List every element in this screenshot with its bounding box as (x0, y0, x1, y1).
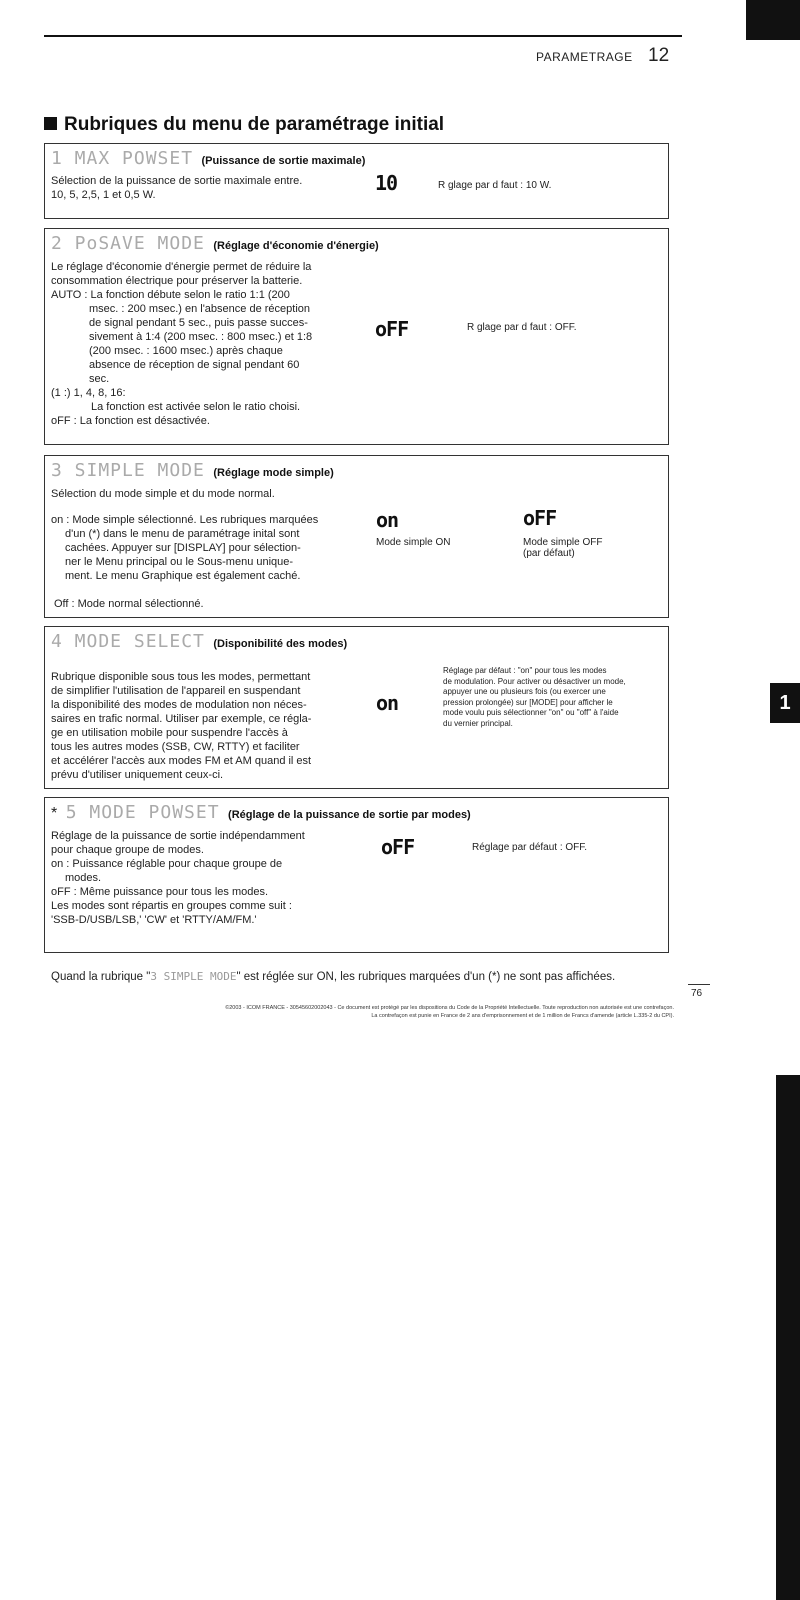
header-section: PARAMETRAGE (536, 50, 633, 64)
page-edge-marker-top (746, 0, 800, 40)
item-heading (51, 233, 379, 254)
item-subtitle: (Réglage de la puissance de sortie par modes) (228, 809, 471, 821)
segment-display: oFF (381, 835, 415, 859)
page-title (44, 114, 444, 136)
simple-mode-hidden-marker: * (51, 805, 58, 822)
label-off: Mode simple OFF (par défaut) (523, 537, 603, 559)
segment-display-on: on (376, 508, 399, 532)
default-note: R glage par d faut : OFF. (467, 322, 577, 333)
page-number-rule (688, 984, 710, 985)
menu-item-mode-select (44, 626, 669, 789)
item-description: Sélection de la puissance de sortie maximale entre. 10, 5, 2,5, 1 et 0,5 W. (51, 175, 303, 201)
item-subtitle: (Réglage d'économie d'énergie) (213, 240, 379, 252)
off-line: Off : Mode normal sélectionné. (54, 598, 204, 610)
page-number: 76 (691, 988, 703, 999)
menu-item-simple-mode (44, 455, 669, 618)
lcd-label: 4 MODE SELECT (51, 631, 205, 652)
segment-display-off: oFF (523, 506, 557, 530)
segment-display: 10 (375, 171, 398, 195)
menu-item-mode-power (44, 797, 669, 953)
footnote-lcd-label: 3 SIMPLE MODE (150, 970, 237, 983)
header-page-number: 12 (648, 45, 670, 66)
item-subtitle: (Puissance de sortie maximale) (201, 155, 366, 167)
default-note: Réglage par défaut : OFF. (472, 842, 588, 853)
item-heading (51, 631, 347, 652)
page-edge-marker-bottom (776, 1075, 800, 1600)
footnote: Quand la rubrique "3 SIMPLE MODE" est réglée sur ON, les rubriques marquées d'un (*) ne sont pas affichées. (51, 970, 616, 983)
menu-item-power-save (44, 228, 669, 445)
default-note: Réglage par défaut : "on" pour tous les modes de modulation. Pour activer ou désactiver un mode, appuyer une ou plusieurs fois (ou exercer une pression prolongée) sur [MODE] pour afficher le mode voulu puis sélectionner "on" ou "off" à l'aide du vernier principal. (443, 666, 626, 728)
label-on: Mode simple ON (376, 537, 451, 548)
item-intro: Sélection du mode simple et du mode normal. (51, 488, 275, 500)
lcd-label: 1 MAX POWSET (51, 148, 194, 169)
header-rule (44, 35, 682, 37)
item-heading (51, 802, 471, 823)
item-description: Réglage de la puissance de sortie indépendamment pour chaque groupe de modes. on : Puissance réglable pour chaque groupe de modes. oFF : Même puissance pour tous les modes. Les modes sont répartis en groupes comme suit : 'SSB-D/USB/LSB,' 'CW' et 'RTTY/AM/FM.' (51, 830, 305, 926)
item-description: Le réglage d'économie d'énergie permet de réduire la consommation électrique pour préserver la batterie. AUTO : La fonction débute selon le ratio 1:1 (200 msec. : 200 msec.) en l'absence de réception de signal pendant 5 sec., puis passe succes- sivement à 1:4 (200 msec. : 800 msec.) et 1:8 (200 msec. : 1600 msec.) après chaque absence de réception de signal pendant 60 sec. (1 :) 1, 4, 8, 16: La fonction est activée selon le ratio choisi. oFF : La fonction est désactivée. (51, 261, 313, 427)
lcd-label: 5 MODE POWSET (65, 802, 220, 823)
segment-display: oFF (375, 317, 409, 341)
item-subtitle: (Réglage mode simple) (213, 467, 334, 479)
copyright-notice: ©2003 - ICOM FRANCE - 30545602002043 - Ce document est protégé par les dispositions du Code de la Propriété Intellectuelle. Toute reproduction non autorisée est une contrefaçon. La contrefaçon est punie en France de 2 ans d'emprisonnement et de 1 million de Francs d'amende (article L.335-2 du CPI). (225, 1005, 674, 1019)
chapter-tab: 1 (770, 683, 800, 723)
page-title-text: Rubriques du menu de paramétrage initial (64, 114, 445, 135)
item-heading (51, 148, 365, 169)
default-note: R glage par d faut : 10 W. (438, 180, 552, 191)
segment-display: on (376, 691, 399, 715)
item-heading (51, 460, 334, 481)
item-description: Rubrique disponible sous tous les modes, permettant de simplifier l'utilisation de l'appareil en suspendant la disponibilité des modes de modulation non néces- saires en trafic normal. Utiliser par exemple, ce régla- ge en utilisation mobile pour suspendre l'accès à tous les autres modes (SSB, CW, RTTY) et faciliter et accélérer l'accès aux modes FM et AM quand il est prévu d'utiliser uniquement ceux-ci. (51, 671, 312, 781)
lcd-label: 2 PoSAVE MODE (51, 233, 205, 254)
item-subtitle: (Disponibilité des modes) (213, 638, 348, 650)
square-bullet-icon (44, 117, 57, 130)
lcd-label: 3 SIMPLE MODE (51, 460, 205, 481)
menu-item-max-power (44, 143, 669, 219)
item-description: on : Mode simple sélectionné. Les rubriques marquées d'un (*) dans le menu de paramétrage inital sont cachées. Appuyer sur [DISPLAY] pour sélection- ner le Menu principal ou le Sous-menu unique- ment. Le menu Graphique est également caché. (51, 514, 319, 582)
